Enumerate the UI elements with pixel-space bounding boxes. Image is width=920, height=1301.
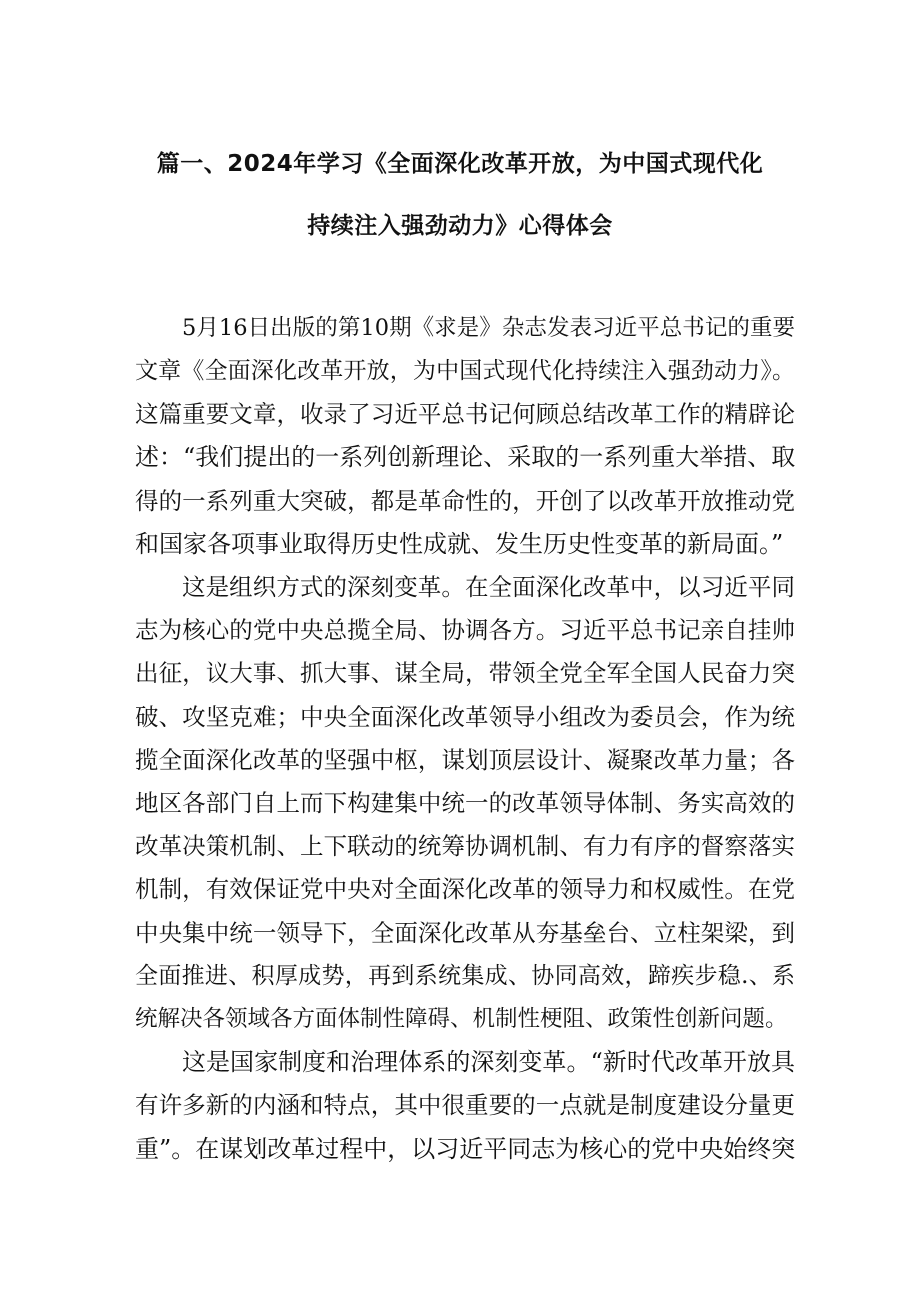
- paragraph-2-line-1: 这是组织方式的深刻变革。在全面深化改革中，以习近平同: [182, 573, 795, 601]
- paragraph-3-line-3: 重”。在谋划改革过程中，以习近平同志为核心的党中央始终突: [135, 1135, 796, 1163]
- paragraph-2-line-7: 改革决策机制、上下联动的统筹协调机制、有力有序的督察落实: [135, 832, 795, 860]
- paragraph-3-line-2: 有许多新的内涵和特点，其中很重要的一点就是制度建设分量更: [135, 1091, 795, 1119]
- paragraph-1-line-4: 述：“我们提出的一系列创新理论、采取的一系列重大举措、取: [135, 443, 796, 471]
- document-title-line-1: 篇一、2024年学习《全面深化改革开放，为中国式现代化: [156, 151, 764, 177]
- paragraph-2-line-5: 揽全面深化改革的坚强中枢，谋划顶层设计、凝聚改革力量；各: [135, 746, 795, 774]
- paragraph-1-line-1: 5月16日出版的第10期《求是》杂志发表习近平总书记的重要: [182, 315, 795, 341]
- paragraph-1-line-2: 文章《全面深化改革开放，为中国式现代化持续注入强劲动力》。: [135, 358, 795, 384]
- paragraph-2-line-11: 统解决各领域各方面体制性障碍、机制性梗阻、政策性创新问题。: [135, 1006, 788, 1032]
- paragraph-2-line-3: 出征，议大事、抓大事、谋全局，带领全党全军全国人民奋力突: [135, 659, 795, 687]
- paragraph-1-line-5: 得的一系列重大突破，都是革命性的，开创了以改革开放推动党: [135, 487, 795, 515]
- paragraph-2-line-6: 地区各部门自上而下构建集中统一的改革领导体制、务实高效的: [135, 789, 795, 817]
- paragraph-1-line-6: 和国家各项事业取得历史性成就、发生历史性变革的新局面。”: [135, 530, 784, 558]
- paragraph-2-line-9: 中央集中统一领导下，全面深化改革从夯基垒台、立柱架梁，到: [135, 919, 795, 947]
- document-title-line-2: 持续注入强劲动力》心得体会: [307, 213, 613, 239]
- paragraph-1-line-3: 这篇重要文章，收录了习近平总书记何顾总结改革工作的精辟论: [135, 400, 795, 428]
- paragraph-2-line-8: 机制，有效保证党中央对全面深化改革的领导力和权威性。在党: [135, 875, 795, 903]
- paragraph-3-line-1: 这是国家制度和治理体系的深刻变革。“新时代改革开放具: [182, 1048, 795, 1076]
- paragraph-2-line-10: 全面推进、积厚成势，再到系统集成、协同高效，蹄疾步稳.、系: [135, 963, 795, 989]
- paragraph-2-line-2: 志为核心的党中央总揽全局、协调各方。习近平总书记亲自挂帅: [135, 616, 795, 644]
- paragraph-2-line-4: 破、攻坚克难；中央全面深化改革领导小组改为委员会，作为统: [135, 703, 795, 731]
